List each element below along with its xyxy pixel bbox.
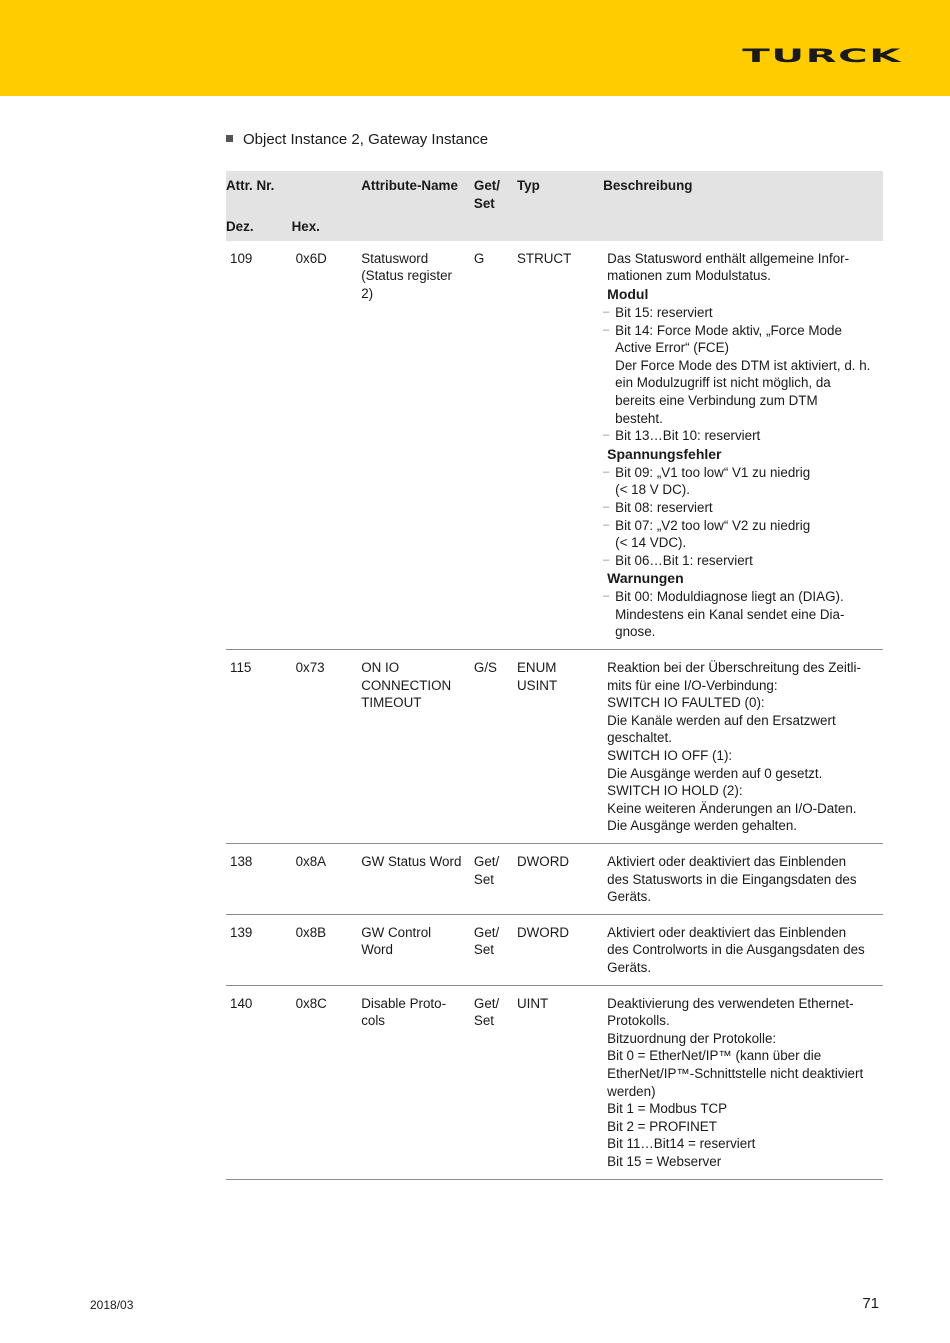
cell-dez: 115 bbox=[226, 650, 292, 844]
section-title bbox=[226, 131, 488, 149]
header-attr-nr: Attr. Nr. bbox=[226, 171, 357, 212]
cell-hex: 0x73 bbox=[292, 650, 358, 844]
desc-line: werden) bbox=[607, 1083, 656, 1099]
desc-line: des Statusworts in die Eingangsdaten des bbox=[607, 871, 857, 887]
desc-line: EtherNet/IP™-Schnittstelle nicht deaktiviert bbox=[607, 1065, 864, 1081]
cell-dez: 109 bbox=[226, 241, 292, 650]
cell-beschreibung bbox=[603, 844, 883, 915]
desc-line: Deaktivierung des verwendeten Ethernet- bbox=[607, 995, 854, 1011]
desc-line: Geräts. bbox=[607, 889, 652, 905]
table-row bbox=[226, 650, 883, 844]
cell-attribute-name: Statusword (Status register 2) bbox=[357, 241, 470, 650]
desc-line: SWITCH IO FAULTED (0): bbox=[607, 695, 765, 711]
cell-beschreibung bbox=[603, 914, 883, 985]
desc-list-item: – Bit 07: „V2 too low“ V2 zu niedrig bbox=[607, 517, 879, 535]
cell-get-set: G/S bbox=[470, 650, 513, 844]
cell-hex: 0x8B bbox=[292, 914, 358, 985]
cell-dez: 140 bbox=[226, 985, 292, 1179]
desc-line: Keine weiteren Änderungen an I/O-Daten. bbox=[607, 800, 857, 816]
desc-line: SWITCH IO OFF (1): bbox=[607, 748, 733, 764]
desc-list-continuation: besteht. bbox=[615, 410, 663, 426]
cell-get-set: G bbox=[470, 241, 513, 650]
header-hex: Hex. bbox=[292, 212, 358, 241]
cell-attribute-name: ON IO CONNECTION TIMEOUT bbox=[357, 650, 470, 844]
cell-typ: DWORD bbox=[513, 914, 603, 985]
cell-attribute-name: GW Control Word bbox=[357, 914, 470, 985]
cell-hex: 0x8A bbox=[292, 844, 358, 915]
desc-list-continuation: gnose. bbox=[615, 624, 656, 640]
attribute-table bbox=[226, 171, 883, 1180]
desc-line: Die Kanäle werden auf den Ersatzwert bbox=[607, 712, 836, 728]
page-number: 71 bbox=[862, 1295, 879, 1312]
section-title-text: Object Instance 2, Gateway Instance bbox=[243, 131, 489, 148]
desc-line: SWITCH IO HOLD (2): bbox=[607, 783, 743, 799]
cell-dez: 138 bbox=[226, 844, 292, 915]
desc-line: Bitzuordnung der Protokolle: bbox=[607, 1030, 777, 1046]
table-row bbox=[226, 914, 883, 985]
desc-line: Geräts. bbox=[607, 959, 652, 975]
desc-line: Protokolls. bbox=[607, 1013, 670, 1029]
desc-line: Die Ausgänge werden gehalten. bbox=[607, 818, 797, 834]
desc-line: des Controlworts in die Ausgangsdaten des bbox=[607, 942, 865, 958]
desc-line: Reaktion bei der Überschreitung des Zeitli- bbox=[607, 660, 861, 676]
desc-line: Bit 1 = Modbus TCP bbox=[607, 1101, 728, 1117]
cell-typ: UINT bbox=[513, 985, 603, 1179]
desc-line: geschaltet. bbox=[607, 730, 672, 746]
header-beschreibung: Beschreibung bbox=[603, 171, 883, 212]
header-dez: Dez. bbox=[226, 212, 292, 241]
cell-attribute-name: Disable Proto- cols bbox=[357, 985, 470, 1179]
desc-list-continuation: (< 14 VDC). bbox=[615, 535, 687, 551]
header-typ: Typ bbox=[513, 171, 603, 212]
turck-logo: TURCK bbox=[742, 45, 902, 68]
desc-line: Die Ausgänge werden auf 0 gesetzt. bbox=[607, 765, 823, 781]
cell-get-set: Get/ Set bbox=[470, 985, 513, 1179]
desc-line: Bit 11…Bit14 = reserviert bbox=[607, 1136, 756, 1152]
cell-beschreibung bbox=[603, 985, 883, 1179]
cell-get-set: Get/ Set bbox=[470, 844, 513, 915]
desc-list-item: – Bit 14: Force Mode aktiv, „Force Mode bbox=[607, 322, 879, 340]
desc-list-continuation: Active Error“ (FCE) bbox=[615, 340, 729, 356]
table-row bbox=[226, 844, 883, 915]
header-bar bbox=[0, 0, 950, 96]
cell-hex: 0x6D bbox=[292, 241, 358, 650]
desc-line: Aktiviert oder deaktiviert das Einblenden bbox=[607, 854, 847, 869]
header-attribute-name: Attribute-Name bbox=[357, 171, 470, 212]
desc-list-continuation: ein Modulzugriff ist nicht möglich, da bbox=[615, 375, 831, 391]
cell-beschreibung bbox=[603, 241, 883, 650]
desc-subheading: Spannungsfehler bbox=[607, 445, 722, 462]
header-get-set: Get/ Set bbox=[470, 171, 513, 212]
desc-list-item: – Bit 09: „V1 too low“ V1 zu niedrig bbox=[607, 464, 879, 482]
desc-subheading: Modul bbox=[607, 285, 649, 302]
desc-list-continuation: (< 18 V DC). bbox=[615, 482, 690, 498]
desc-line: Aktiviert oder deaktiviert das Einblenden bbox=[607, 924, 847, 940]
desc-line: Bit 0 = EtherNet/IP™ (kann über die bbox=[607, 1048, 822, 1064]
desc-line: mationen zum Modulstatus. bbox=[607, 268, 771, 284]
cell-typ: STRUCT bbox=[513, 241, 603, 650]
cell-typ: DWORD bbox=[513, 844, 603, 915]
cell-typ: ENUM USINT bbox=[513, 650, 603, 844]
desc-line: Bit 2 = PROFINET bbox=[607, 1118, 717, 1134]
square-bullet-icon bbox=[226, 135, 233, 142]
cell-dez: 139 bbox=[226, 914, 292, 985]
table-row bbox=[226, 241, 883, 650]
desc-line: Bit 15 = Webserver bbox=[607, 1153, 722, 1169]
desc-list-item: – Bit 00: Moduldiagnose liegt an (DIAG). bbox=[607, 588, 879, 606]
footer-date: 2018/03 bbox=[90, 1298, 134, 1312]
desc-line: Das Statusword enthält allgemeine Infor- bbox=[607, 250, 850, 266]
cell-attribute-name: GW Status Word bbox=[357, 844, 470, 915]
desc-line: mits für eine I/O-Verbindung: bbox=[607, 677, 778, 693]
desc-list-item: – Bit 08: reserviert bbox=[607, 499, 879, 517]
desc-list-continuation: bereits eine Verbindung zum DTM bbox=[615, 392, 818, 408]
desc-list-item: – Bit 13…Bit 10: reserviert bbox=[607, 427, 879, 445]
table-row bbox=[226, 985, 883, 1179]
desc-list-continuation: Mindestens ein Kanal sendet eine Dia- bbox=[615, 606, 845, 622]
cell-get-set: Get/ Set bbox=[470, 914, 513, 985]
cell-beschreibung bbox=[603, 650, 883, 844]
desc-subheading: Warnungen bbox=[607, 570, 684, 587]
desc-list-continuation: Der Force Mode des DTM ist aktiviert, d. h. bbox=[615, 357, 871, 373]
desc-list-item: – Bit 15: reserviert bbox=[607, 304, 879, 322]
cell-hex: 0x8C bbox=[292, 985, 358, 1179]
desc-list-item: – Bit 06…Bit 1: reserviert bbox=[607, 552, 879, 570]
